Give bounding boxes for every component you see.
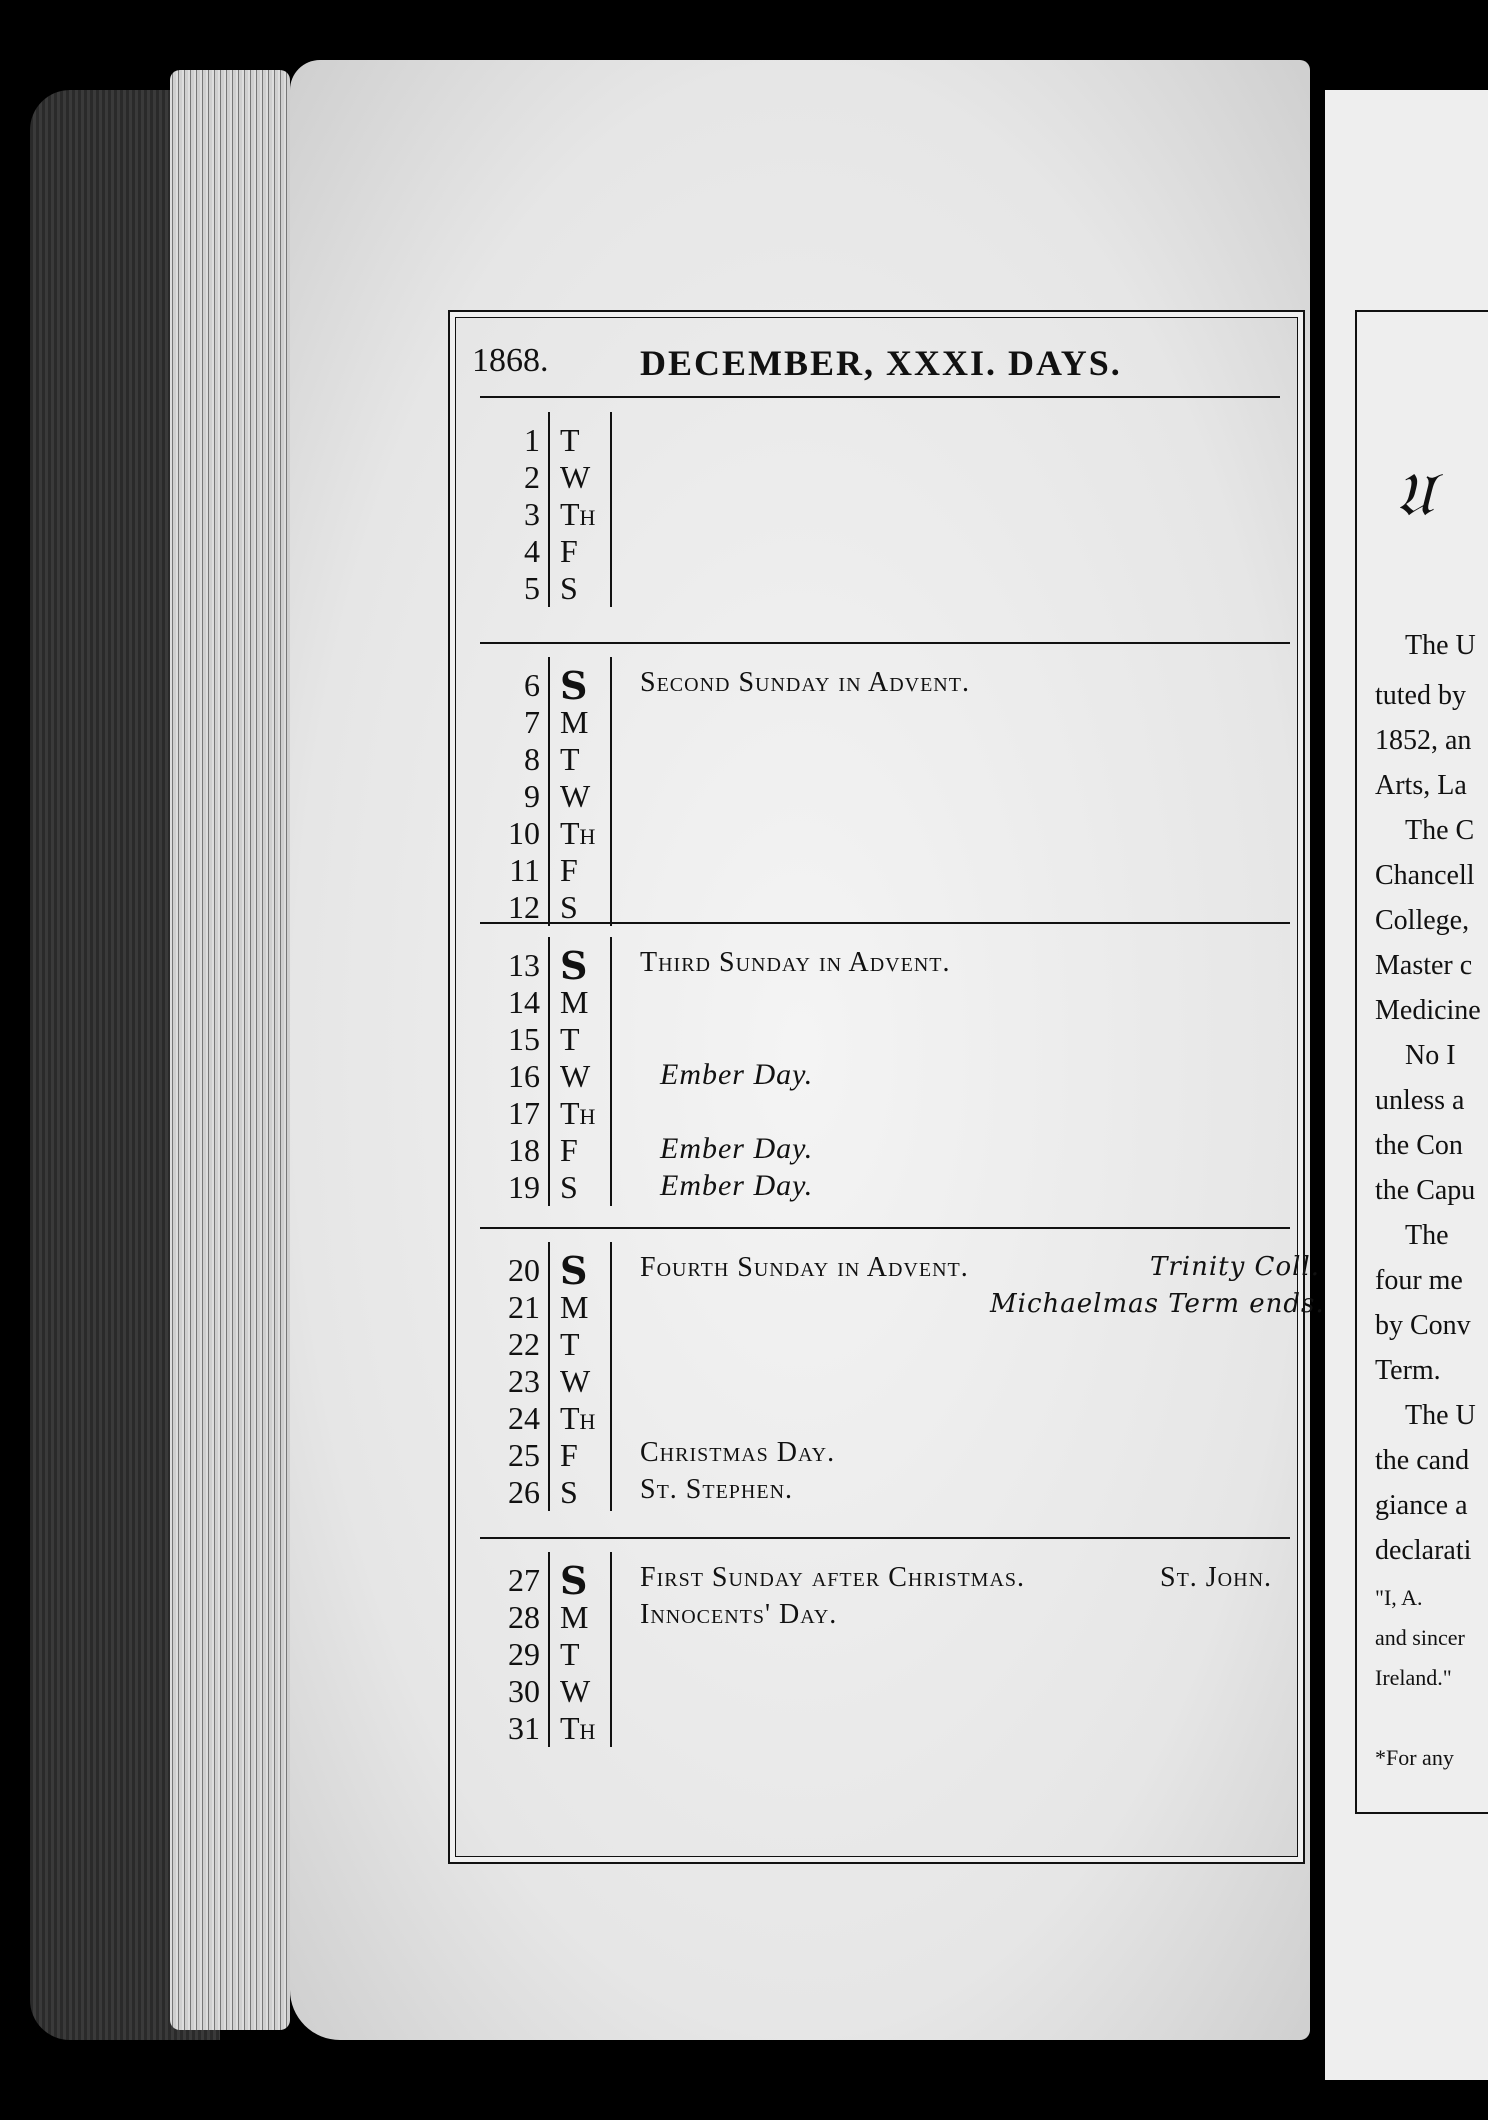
- right-page-line: College,: [1375, 905, 1470, 936]
- calendar-week: [480, 937, 1280, 1216]
- calendar-title: DECEMBER, XXXI. DAYS.: [640, 343, 1122, 383]
- calendar-event: St. Stephen.: [640, 1474, 794, 1505]
- calendar-event: Michaelmas Term ends.: [990, 1289, 1325, 1319]
- day-number: 18: [508, 1132, 540, 1168]
- weekday-abbrev: T: [560, 1326, 580, 1362]
- day-number: 1: [524, 422, 540, 458]
- weekday-column-divider: [610, 937, 612, 1206]
- weekday-abbrev: F: [560, 533, 578, 569]
- weekday-abbrev: W: [560, 1363, 591, 1399]
- weekday-abbrev: Th: [560, 1095, 596, 1131]
- weekday-abbrev: W: [560, 778, 591, 814]
- day-number: 7: [524, 704, 540, 740]
- right-page-line: the Con: [1375, 1130, 1463, 1161]
- right-page-initial: 𝔘: [1395, 460, 1434, 530]
- day-number: 3: [524, 496, 540, 532]
- day-number: 15: [508, 1021, 540, 1057]
- calendar-event: Ember Day.: [660, 1169, 814, 1202]
- calendar-week: [480, 1552, 1280, 1757]
- right-page-line: The: [1405, 1220, 1449, 1251]
- weekday-abbrev: M: [560, 984, 589, 1020]
- weekday-abbrev: S: [560, 1248, 588, 1293]
- weekday-abbrev: S: [560, 570, 578, 606]
- right-page-line: the cand: [1375, 1445, 1470, 1476]
- weekday-abbrev: S: [560, 943, 588, 988]
- calendar-header: [450, 332, 1303, 382]
- calendar-year: 1868.: [472, 342, 549, 379]
- week-rule: [480, 1227, 1290, 1229]
- day-number: 14: [508, 984, 540, 1020]
- calendar-event: St. John.: [1160, 1562, 1273, 1593]
- right-page-line: by Conv: [1375, 1310, 1471, 1341]
- calendar-week: [480, 1242, 1325, 1521]
- day-number: 28: [508, 1599, 540, 1635]
- day-number: 11: [509, 852, 540, 888]
- right-page-line: four me: [1375, 1265, 1463, 1296]
- day-number: 9: [524, 778, 540, 814]
- day-column-divider: [548, 412, 550, 607]
- calendar-event: First Sunday after Christmas.: [640, 1562, 1026, 1593]
- weekday-abbrev: Th: [560, 496, 596, 532]
- day-number: 10: [508, 815, 540, 851]
- weekday-abbrev: T: [560, 1636, 580, 1672]
- right-page-line: the Capu: [1375, 1175, 1476, 1206]
- day-column-divider: [548, 1242, 550, 1511]
- right-page-line: The C: [1405, 815, 1475, 846]
- weekday-abbrev: S: [560, 1169, 578, 1205]
- weekday-column-divider: [610, 1552, 612, 1747]
- weekday-abbrev: F: [560, 1132, 578, 1168]
- day-number: 31: [508, 1710, 540, 1746]
- right-page-line: Medicine: [1375, 995, 1481, 1026]
- weekday-column-divider: [610, 657, 612, 926]
- weekday-abbrev: T: [560, 1021, 580, 1057]
- calendar-week: [480, 412, 1280, 617]
- calendar-frame: [448, 310, 1325, 1864]
- weekday-abbrev: S: [560, 889, 578, 925]
- right-page-line: declarati: [1375, 1535, 1472, 1566]
- day-number: 13: [508, 947, 540, 983]
- weekday-abbrev: Th: [560, 1400, 596, 1436]
- weekday-abbrev: W: [560, 1058, 591, 1094]
- weekday-abbrev: Th: [560, 1710, 596, 1746]
- week-rule: [480, 642, 1290, 644]
- day-number: 22: [508, 1326, 540, 1362]
- weekday-column-divider: [610, 1242, 612, 1511]
- week-rule: [480, 1537, 1290, 1539]
- day-number: 23: [508, 1363, 540, 1399]
- weekday-abbrev: W: [560, 459, 591, 495]
- day-number: 24: [508, 1400, 540, 1436]
- day-number: 25: [508, 1437, 540, 1473]
- weekday-abbrev: T: [560, 741, 580, 777]
- right-page-line: Chancell: [1375, 860, 1475, 891]
- weekday-abbrev: Th: [560, 815, 596, 851]
- right-page-line: 1852, an: [1375, 725, 1472, 756]
- day-number: 29: [508, 1636, 540, 1672]
- weekday-column-divider: [610, 412, 612, 607]
- right-page-line: giance a: [1375, 1490, 1468, 1521]
- day-number: 12: [508, 889, 540, 925]
- calendar-event: Fourth Sunday in Advent.: [640, 1252, 969, 1283]
- day-column-divider: [548, 657, 550, 926]
- calendar-event: Ember Day.: [660, 1058, 814, 1091]
- day-number: 26: [508, 1474, 540, 1510]
- right-page-line: The U: [1405, 630, 1476, 661]
- day-number: 20: [508, 1252, 540, 1288]
- right-page-line: Term.: [1375, 1355, 1441, 1386]
- week-rule: [480, 922, 1290, 924]
- weekday-abbrev: M: [560, 1289, 589, 1325]
- calendar-event: Trinity Coll.: [1150, 1252, 1320, 1282]
- right-page-line: unless a: [1375, 1085, 1465, 1116]
- right-page-line: and sincer: [1375, 1625, 1465, 1650]
- right-page-line: "I, A.: [1375, 1585, 1423, 1610]
- day-number: 27: [508, 1562, 540, 1598]
- day-number: 17: [508, 1095, 540, 1131]
- right-page-line: *For any: [1375, 1745, 1454, 1770]
- day-column-divider: [548, 1552, 550, 1747]
- right-page-line: Ireland.": [1375, 1665, 1452, 1690]
- weekday-abbrev: T: [560, 422, 580, 458]
- day-column-divider: [548, 937, 550, 1206]
- day-number: 8: [524, 741, 540, 777]
- weekday-abbrev: S: [560, 1558, 588, 1603]
- calendar-event: Third Sunday in Advent.: [640, 947, 951, 978]
- right-page-line: Arts, La: [1375, 770, 1467, 801]
- weekday-abbrev: S: [560, 663, 588, 708]
- calendar-event: Second Sunday in Advent.: [640, 667, 970, 698]
- weekday-abbrev: W: [560, 1673, 591, 1709]
- calendar-event: Innocents' Day.: [640, 1599, 838, 1630]
- day-number: 4: [524, 533, 540, 569]
- calendar-week: [480, 657, 1280, 936]
- weekday-abbrev: F: [560, 852, 578, 888]
- weekday-abbrev: M: [560, 1599, 589, 1635]
- day-number: 6: [524, 667, 540, 703]
- page-edges: [170, 70, 290, 2030]
- day-number: 19: [508, 1169, 540, 1205]
- weekday-abbrev: M: [560, 704, 589, 740]
- header-rule: [480, 396, 1280, 398]
- right-page-line: The U: [1405, 1400, 1476, 1431]
- day-number: 5: [524, 570, 540, 606]
- day-number: 16: [508, 1058, 540, 1094]
- calendar-event: Ember Day.: [660, 1132, 814, 1165]
- right-page-line: Master c: [1375, 950, 1473, 981]
- calendar-event: Christmas Day.: [640, 1437, 836, 1468]
- day-number: 2: [524, 459, 540, 495]
- right-page-line: No I: [1405, 1040, 1456, 1071]
- day-number: 21: [508, 1289, 540, 1325]
- weekday-abbrev: F: [560, 1437, 578, 1473]
- day-number: 30: [508, 1673, 540, 1709]
- weekday-abbrev: S: [560, 1474, 578, 1510]
- right-page-line: tuted by: [1375, 680, 1466, 711]
